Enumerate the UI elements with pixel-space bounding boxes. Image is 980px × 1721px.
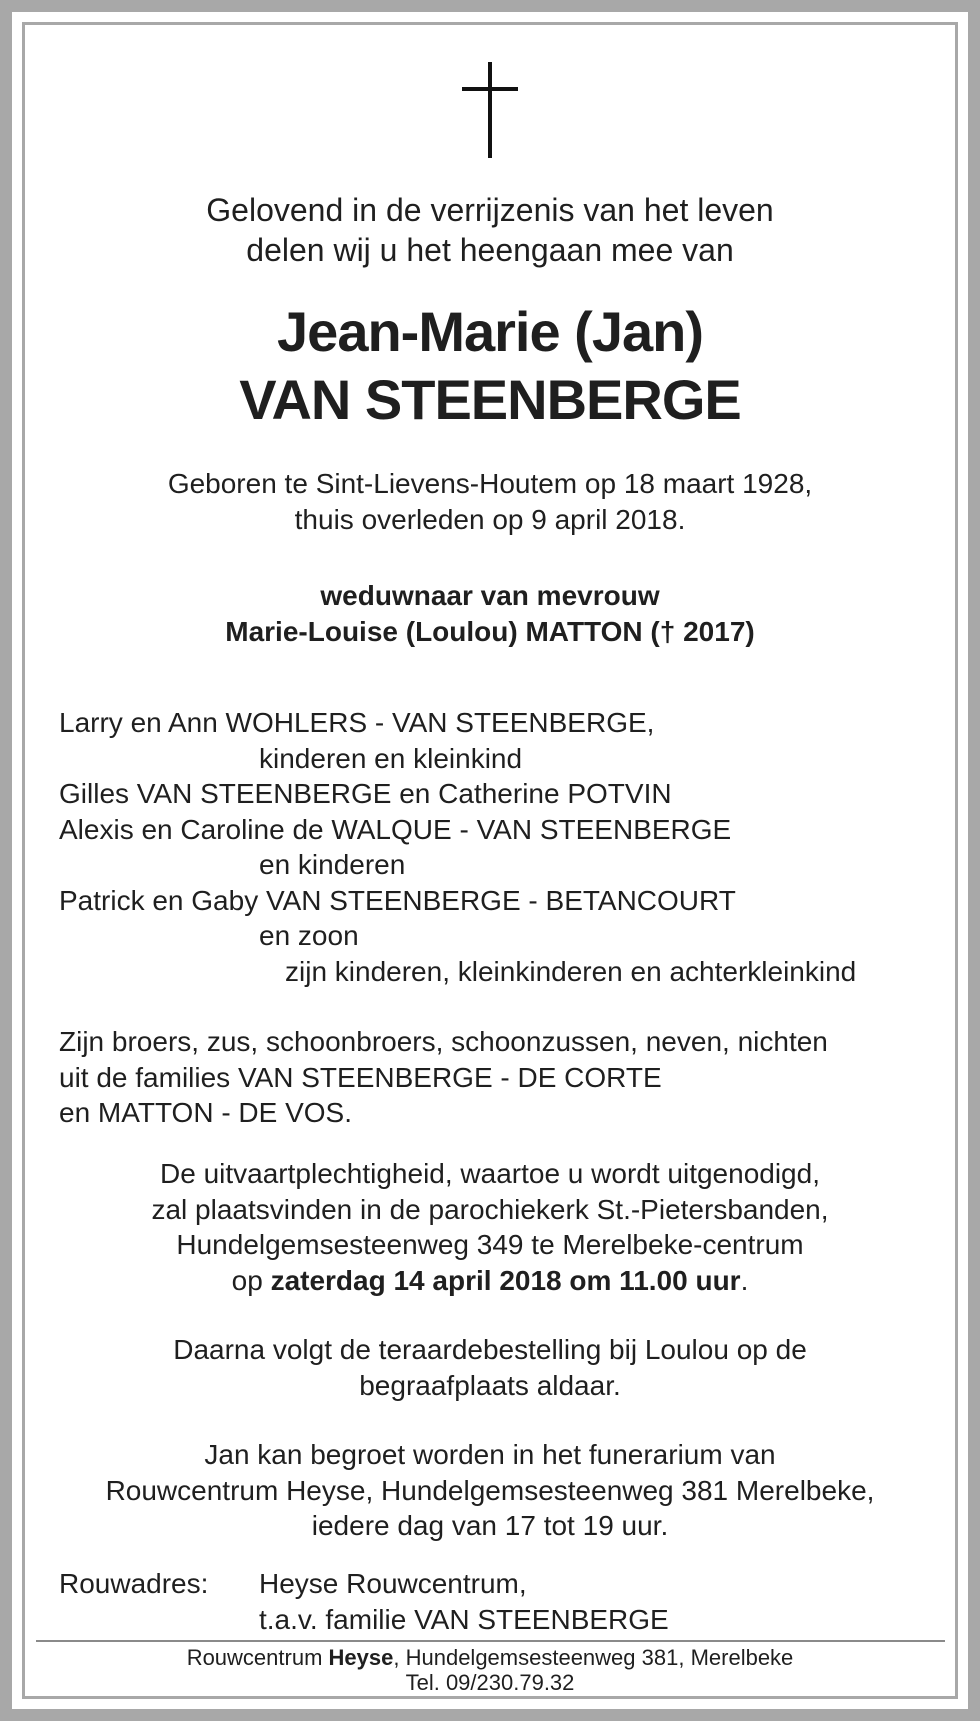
ceremony-datetime-bold: zaterdag 14 april 2018 om 11.00 uur	[270, 1264, 741, 1296]
intro-line-1: Gelovend in de verrijzenis van het leven	[206, 192, 774, 228]
burial-line: Daarna volgt de teraardebestelling bij Loulou op de	[173, 1334, 807, 1365]
widower-info	[40, 578, 940, 650]
intro-text	[40, 190, 940, 270]
deceased-first-name: Jean-Marie (Jan)	[277, 300, 703, 363]
funeral-home-info	[40, 1437, 940, 1544]
intro-line-2: delen wij u het heengaan mee van	[246, 232, 734, 268]
ceremony-line: Hundelgemsesteenweg 349 te Merelbeke-centrum	[176, 1229, 804, 1260]
birth-death-info	[40, 466, 940, 538]
relatives-line: Zijn broers, zus, schoonbroers, schoonzussen, neven, nichten	[59, 1026, 828, 1057]
footer-company	[40, 1645, 940, 1670]
footer-phone: Tel. 09/230.79.32	[405, 1670, 575, 1695]
relatives-line: uit de families VAN STEENBERGE - DE CORTE	[59, 1061, 662, 1093]
widower-line-2: Marie-Louise (Loulou) MATTON († 2017)	[225, 616, 755, 647]
ceremony-line: zal plaatsvinden in de parochiekerk St.-Pietersbanden,	[151, 1193, 829, 1225]
family-line: en zoon	[259, 920, 359, 951]
cross-icon	[462, 62, 518, 158]
funeral-line: Jan kan begroet worden in het funerarium van	[204, 1439, 776, 1470]
address-line-2: t.a.v. familie VAN STEENBERGE	[259, 1603, 669, 1635]
ceremony-info	[40, 1156, 940, 1298]
family-line: Alexis en Caroline de WALQUE - VAN STEENBERGE	[59, 813, 732, 845]
family-line: Gilles VAN STEENBERGE en Catherine POTVIN	[59, 778, 672, 809]
family-line: Patrick en Gaby VAN STEENBERGE - BETANCOURT	[59, 884, 736, 916]
widower-line-1: weduwnaar van mevrouw	[320, 580, 660, 611]
address-line-1: Heyse Rouwcentrum,	[259, 1568, 527, 1599]
ceremony-datetime	[40, 1263, 940, 1299]
family-line: kinderen en kleinkind	[259, 742, 523, 774]
footer-prefix: Rouwcentrum	[186, 1645, 329, 1670]
birth-line: Geboren te Sint-Lievens-Houtem op 18 maart 1928,	[167, 468, 813, 499]
family-line: zijn kinderen, kleinkinderen en achterkleinkind	[285, 955, 857, 987]
relatives-text	[59, 1024, 939, 1131]
ceremony-datetime-prefix: op	[231, 1264, 271, 1296]
funeral-line: iedere dag van 17 tot 19 uur.	[311, 1510, 669, 1541]
death-line: thuis overleden op 9 april 2018.	[294, 504, 686, 535]
burial-line: begraafplaats aldaar.	[359, 1369, 621, 1401]
burial-info	[40, 1332, 940, 1403]
family-line: Larry en Ann WOHLERS - VAN STEENBERGE,	[59, 707, 655, 738]
address-label: Rouwadres:	[59, 1568, 209, 1599]
footer-address: , Hundelgemsesteenweg 381, Merelbeke	[393, 1645, 794, 1670]
family-list	[59, 705, 939, 989]
footer	[40, 1645, 940, 1695]
deceased-name	[40, 298, 940, 434]
mourning-address	[59, 1566, 939, 1637]
ceremony-line: De uitvaartplechtigheid, waartoe u wordt uitgenodigd,	[160, 1158, 820, 1189]
ceremony-datetime-suffix: .	[740, 1264, 749, 1296]
footer-brand: Heyse	[328, 1645, 394, 1670]
family-line: en kinderen	[259, 849, 406, 880]
relatives-line: en MATTON - DE VOS.	[59, 1097, 353, 1128]
funeral-line: Rouwcentrum Heyse, Hundelgemsesteenweg 381 Merelbeke,	[105, 1474, 875, 1506]
deceased-last-name: VAN STEENBERGE	[239, 368, 741, 431]
footer-divider	[36, 1640, 945, 1642]
